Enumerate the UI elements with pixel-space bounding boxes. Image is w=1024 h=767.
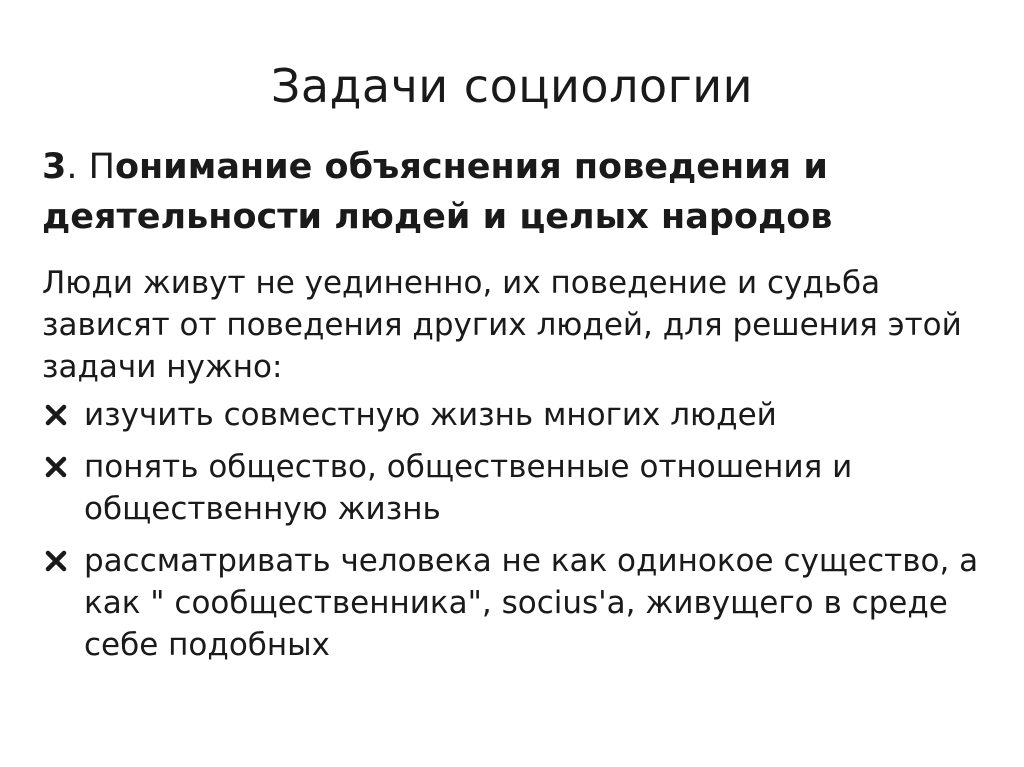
list-item-text: рассматривать человека не как одинокое существо, а как " сообщественника", socius'a, живущего в среде себе подобных xyxy=(84,543,979,663)
heading-first-letter: П xyxy=(88,147,115,187)
x-mark-icon xyxy=(44,446,84,488)
x-mark-icon xyxy=(44,394,84,436)
list-item-text: изучить совместную жизнь многих людей xyxy=(84,397,777,433)
list-item xyxy=(44,394,1004,436)
heading-number: 3 xyxy=(42,147,67,187)
list-item-text: понять общество, общественные отношения и общественную жизнь xyxy=(84,449,853,527)
intro-paragraph: Люди живут не уединенно, их поведение и судьба зависят от поведения других людей, для решения этой задачи нужно: xyxy=(42,265,962,385)
section-heading xyxy=(42,142,1002,242)
task-list xyxy=(44,394,1004,676)
heading-separator: . xyxy=(66,147,89,187)
list-item xyxy=(44,446,1004,530)
heading-text: онимание объяснения поведения и деятельности людей и целых народов xyxy=(42,147,833,237)
slide-title: Задачи социологии xyxy=(270,59,754,113)
list-item xyxy=(44,540,1004,666)
x-mark-icon xyxy=(44,540,84,582)
